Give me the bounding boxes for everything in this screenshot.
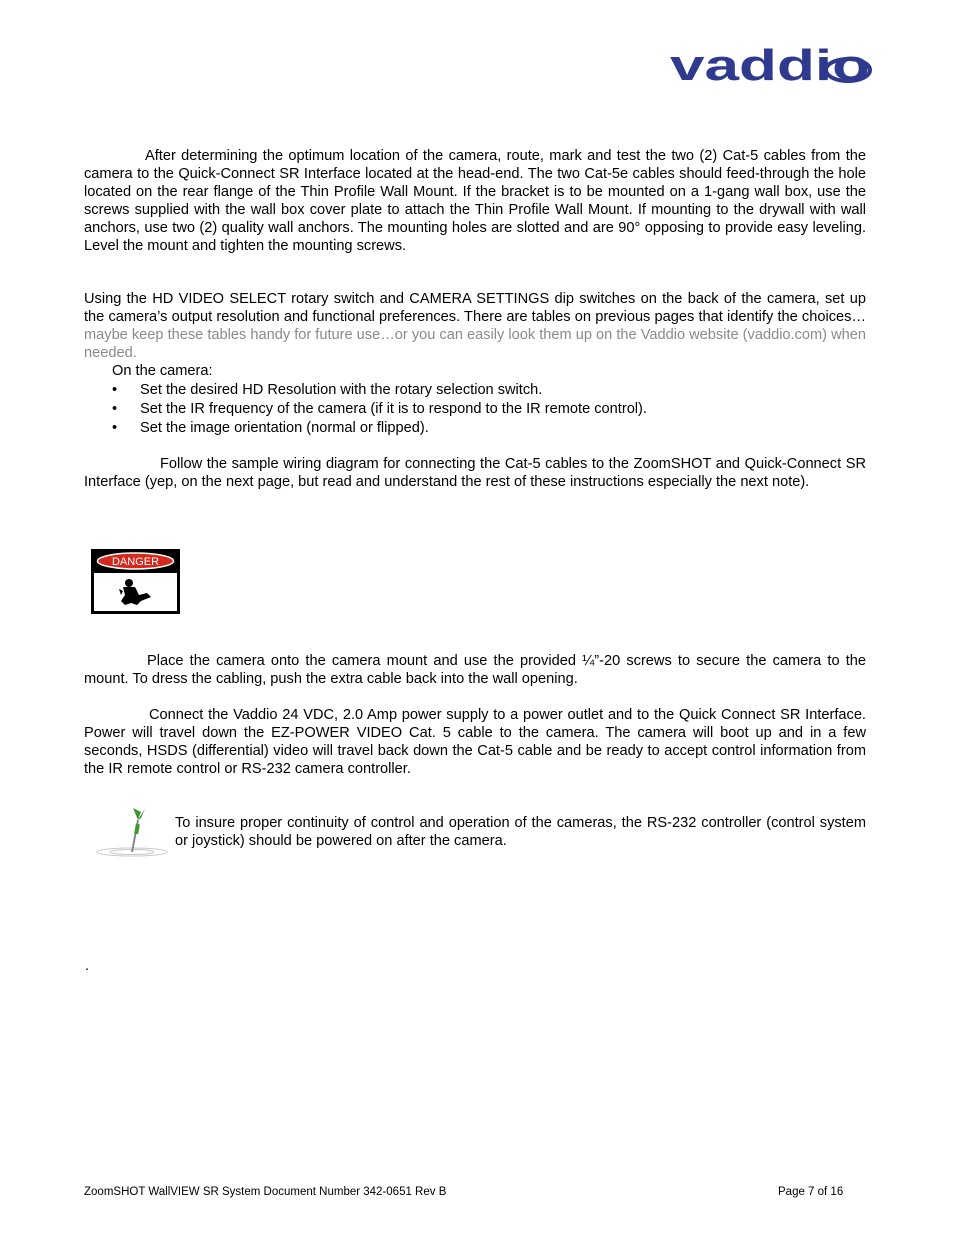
bullet-item: • Set the IR frequency of the camera (if it is to respond to the IR remote control). [112, 401, 647, 417]
bullet-icon: • [112, 401, 118, 417]
danger-sign-icon [91, 549, 180, 614]
mount-text: After determining the optimum location of the camera, route, mark and test the two (2) Cat-5 cables from the camera to the Quick-Connect SR Interface located at the head-end. The two Cat-5e cables should feed-through the hole located on the rear flange of the Thin Profile Wall Mount. If the bracket is to be mounted on a 1-gang wall box, use the screws supplied with the wall box cover plate to attach the Thin Profile Wall Mount. If mounting to the drywall with wall anchors, use two (2) quality wall anchors. The mounting holes are slotted and are 90° opposing to provide easy leveling. Level the mount and tighten the mounting screws. [84, 148, 866, 254]
footer-page-number: Page 7 of 16 [778, 1186, 844, 1198]
settings-bullet-list [84, 381, 866, 438]
mount-paragraph [84, 147, 866, 255]
vaddio-logo [668, 44, 882, 98]
footer-document-number: ZoomSHOT WallVIEW SR System Document Number 342-0651 Rev B [84, 1186, 447, 1198]
bullet-icon: • [112, 382, 118, 398]
on-camera-label: On the camera: [112, 363, 213, 379]
power-text: Connect the Vaddio 24 VDC, 2.0 Amp power supply to a power outlet and to the Quick Connect SR Interface. Power will travel down the EZ-POWER VIDEO Cat. 5 cable to the camera. The camera will boot up and in a few seconds, HSDS (differential) video will travel back down the Cat-5 cable and be ready to accept control information from the IR remote control or RS-232 camera controller. [84, 707, 866, 777]
place-text: Place the camera onto the camera mount and use the provided ¼”-20 screws to secure the camera to the mount. To dress the cabling, push the extra cable back into the wall opening. [84, 653, 866, 687]
place-paragraph [84, 652, 866, 688]
stray-period: . [85, 958, 90, 974]
bullet-item: • Set the desired HD Resolution with the rotary selection switch. [112, 382, 543, 398]
settings-gray-text: maybe keep these tables handy for future use…or you can easily look them up on the Vaddio website (vaddio.com) when needed. [84, 327, 866, 361]
tip-paragraph: To insure proper continuity of control and operation of the cameras, the RS-232 controller (control system or joystick) should be powered on after the camera. [175, 815, 866, 849]
wiring-text: Follow the sample wiring diagram for connecting the Cat-5 cables to the ZoomSHOT and Quick-Connect SR Interface (yep, on the next page, but read and understand the rest of these instructions especially the next note). [84, 456, 866, 490]
settings-text: Using the HD VIDEO SELECT rotary switch and CAMERA SETTINGS dip switches on the back of the camera, set up the camera’s output resolution and functional preferences. There are tables on previous pages that identify the choices… [84, 291, 866, 325]
danger-label: DANGER [111, 556, 160, 568]
power-paragraph [84, 706, 866, 778]
logo-text: vaddio [670, 44, 870, 90]
dart-tip-icon [95, 806, 170, 858]
settings-paragraph [84, 290, 866, 362]
wiring-paragraph [84, 455, 866, 491]
bullet-item: • Set the image orientation (normal or flipped). [112, 420, 429, 436]
bullet-icon: • [112, 420, 118, 436]
